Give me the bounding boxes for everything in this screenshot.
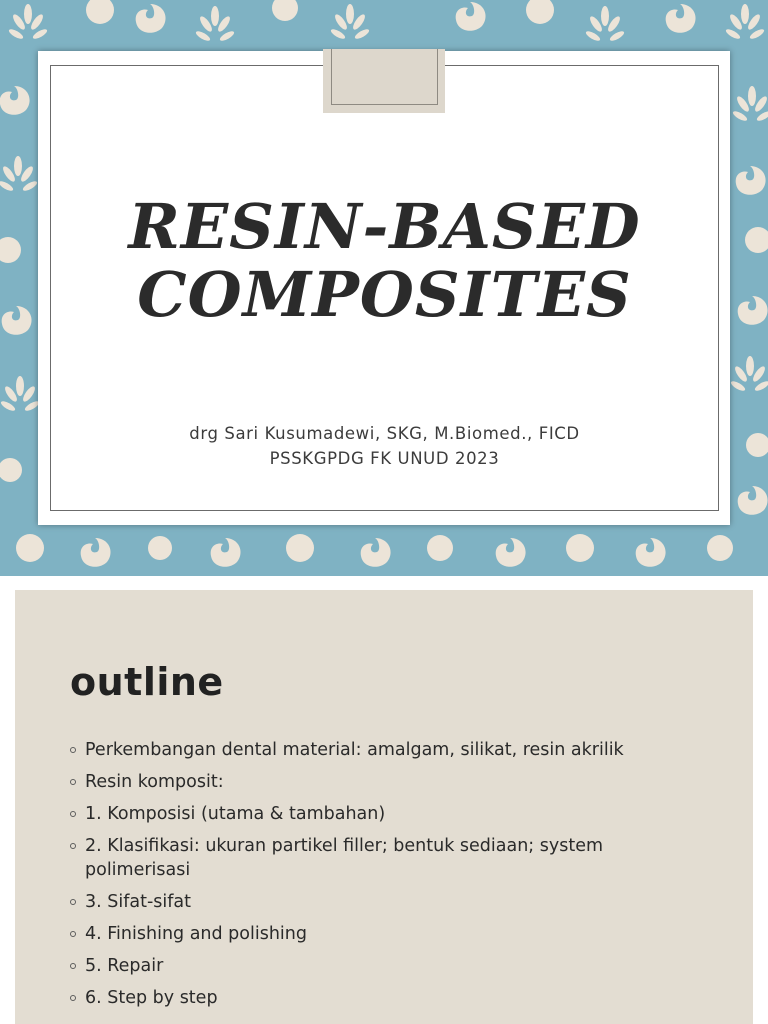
- list-item: 4. Finishing and polishing: [70, 922, 710, 946]
- affiliation: PSSKGPDG FK UNUD 2023: [269, 449, 500, 468]
- card-tab-inner: [331, 49, 438, 105]
- bullet-circle-icon: [70, 747, 76, 753]
- slide-title-line-1: RESIN-BASED: [128, 190, 641, 263]
- bullet-circle-icon: [70, 995, 76, 1001]
- outline-list: [70, 738, 710, 1018]
- list-item: 6. Step by step: [70, 986, 710, 1010]
- bullet-circle-icon: [70, 779, 76, 785]
- slide-title-line-2: COMPOSITES: [137, 258, 632, 331]
- list-item: 2. Klasifikasi: ukuran partikel filler; bentuk sediaan; system polimerisasi: [70, 834, 710, 882]
- outline-heading: outline: [70, 660, 224, 704]
- bullet-circle-icon: [70, 843, 76, 849]
- slide-subtitle: [50, 421, 719, 471]
- list-item: 1. Komposisi (utama & tambahan): [70, 802, 710, 826]
- bullet-circle-icon: [70, 899, 76, 905]
- list-item: Perkembangan dental material: amalgam, silikat, resin akrilik: [70, 738, 710, 762]
- author-name: drg Sari Kusumadewi, SKG, M.Biomed., FICD: [189, 424, 580, 443]
- slide-title: [50, 190, 719, 331]
- bullet-circle-icon: [70, 931, 76, 937]
- outline-slide: [15, 590, 753, 1024]
- bullet-circle-icon: [70, 963, 76, 969]
- bullet-circle-icon: [70, 811, 76, 817]
- list-item: Resin komposit:: [70, 770, 710, 794]
- list-item: 5. Repair: [70, 954, 710, 978]
- list-item: 3. Sifat-sifat: [70, 890, 710, 914]
